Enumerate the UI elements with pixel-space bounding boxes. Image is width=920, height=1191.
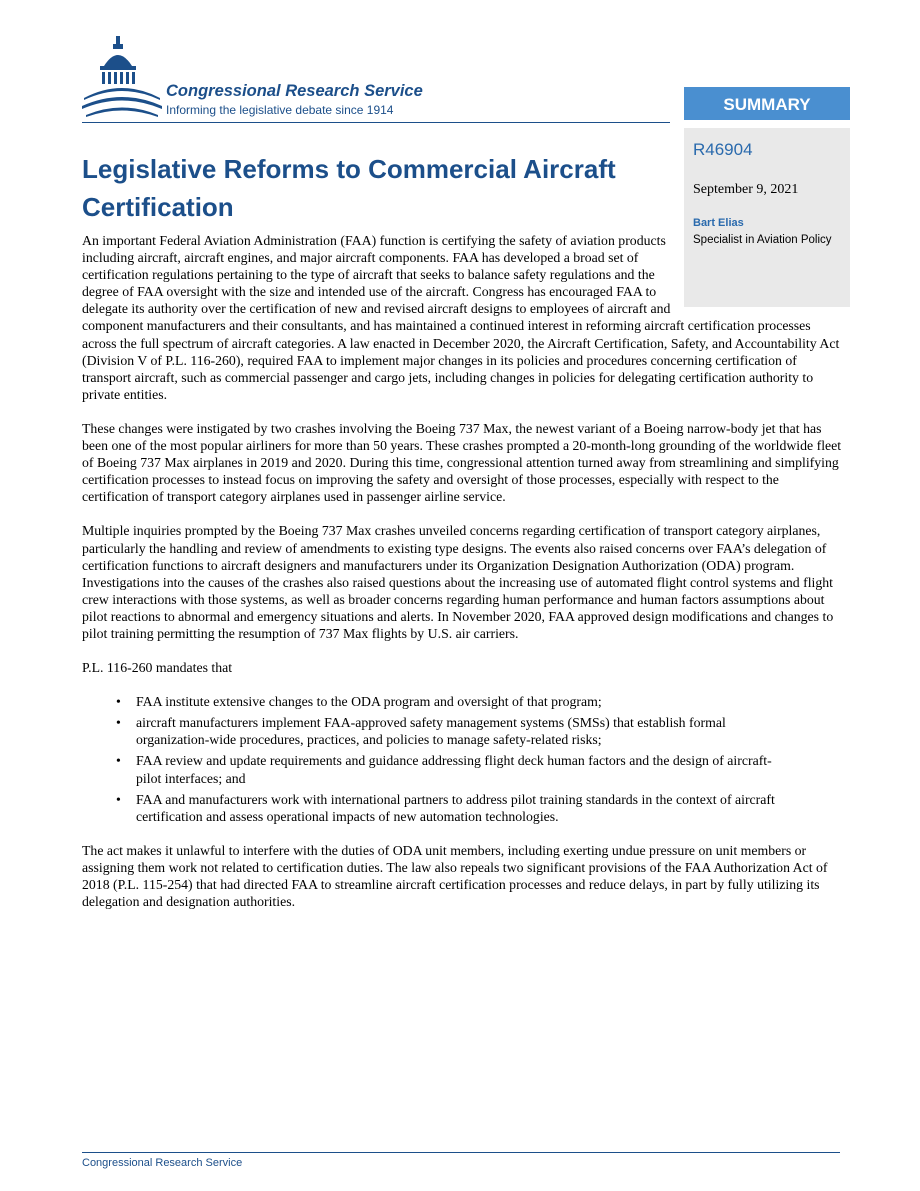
list-item-text: FAA and manufacturers work with international partners to address pilot training standards in the context of aircraft certification and assess operational impacts of new automation technologies. (136, 791, 775, 824)
paragraph: These changes were instigated by two crashes involving the Boeing 737 Max, the newest variant of a Boeing narrow-body jet that has been one of the most popular airliners for more than 50 years. These crashes prompted a 20-month-long grounding of the worldwide fleet of Boeing 737 Max airplanes in 2019 and 2020. During this time, congressional attention turned away from streamlining and simplifying certification processes to instead focus on improving the safety and oversight of those processes, especially with respect to the certification of transport category airplanes used in passenger airline service. (82, 420, 842, 505)
paragraph: P.L. 116-260 mandates that (82, 660, 233, 676)
paragraph: Multiple inquiries prompted by the Boeing 737 Max crashes unveiled concerns regarding certification of transport category airplanes, particularly the handling and review of amendments to existing type designs. The events also raised concerns over FAA’s delegation of certification functions to aircraft designers and manufacturers under its Organization Designation Authorization (ODA) program. Investigations into the causes of the crashes also raised questions about the increasing use of automated flight control systems and flight crew interactions with those systems, as well as broader concerns regarding human performance and human factors assumptions about pilot reactions to abnormal and emergency situations and alerts. In November 2020, FAA approved design modifications and changes to pilot training permitting the resumption of 737 Max flights by U.S. air carriers. (82, 523, 834, 641)
crs-logo[interactable] (82, 34, 472, 122)
list-item-text: aircraft manufacturers implement FAA-approved safety management systems (SMSs) that establish formal organization-wide procedures, practices, and policies to manage safety-related risks; (136, 715, 726, 748)
list-item (116, 752, 786, 786)
summary-label: SUMMARY (684, 87, 850, 120)
report-date: September 9, 2021 (693, 182, 799, 197)
report-id: R46904 (693, 140, 753, 159)
capitol-dome-icon (82, 34, 162, 122)
list-item (116, 791, 786, 825)
header-divider (82, 122, 670, 123)
list-item (116, 693, 786, 710)
list-item (116, 714, 786, 748)
org-tagline: Informing the legislative debate since 1914 (166, 103, 394, 117)
summary-body (82, 232, 844, 927)
mandates-list (82, 693, 786, 825)
footer-divider (82, 1152, 840, 1153)
list-item-text: FAA review and update requirements and guidance addressing flight deck human factors and the design of aircraft-pilot interfaces; and (136, 753, 772, 786)
bullet-icon: • (116, 791, 121, 807)
paragraph: An important Federal Aviation Administration (FAA) function is certifying the safety of aviation products including aircraft, aircraft engines, and major aircraft components. FAA has developed a broad set of certification regulations pertaining to the type of aircraft that seeks to balance safety regulations and the degree of FAA oversight with the size and intended use of the aircraft. Congress has encouraged FAA to delegate its authority over the certification of new and revised aircraft designs to employees of aircraft and component manufacturers and their consultants, and has maintained a continued interest in reforming aircraft certification processes across the full spectrum of aircraft categories. A law enacted in December 2020, the Aircraft Certification, Safety, and Accountability Act (Division V of P.L. 116-260), required FAA to implement major changes in its policies and procedures concerning certification of transport aircraft, such as commercial passenger and cargo jets, including changes in policies for delegating certification authority to private entities. (82, 233, 840, 402)
author-title: Specialist in Aviation Policy (693, 234, 832, 246)
bullet-icon: • (116, 715, 121, 731)
paragraph: The act makes it unlawful to interfere with the duties of ODA unit members, including exerting undue pressure on unit members or assigning them work not related to certification duties. The law also repeals two significant provisions of the FAA Authorization Act of 2018 (P.L. 115-254) that had directed FAA to streamline aircraft certification processes and reduce delays, in part by fully utilizing its delegation and designation authorities. (82, 842, 828, 910)
bullet-icon: • (116, 694, 121, 710)
author-name: Bart Elias (693, 217, 744, 229)
list-item-text: FAA institute extensive changes to the ODA program and oversight of that program; (136, 694, 602, 710)
org-name: Congressional Research Service (166, 82, 423, 100)
page-title: Legislative Reforms to Commercial Aircraft Certification (82, 154, 616, 222)
footer-org-name: Congressional Research Service (82, 1157, 243, 1169)
bullet-icon: • (116, 753, 121, 769)
